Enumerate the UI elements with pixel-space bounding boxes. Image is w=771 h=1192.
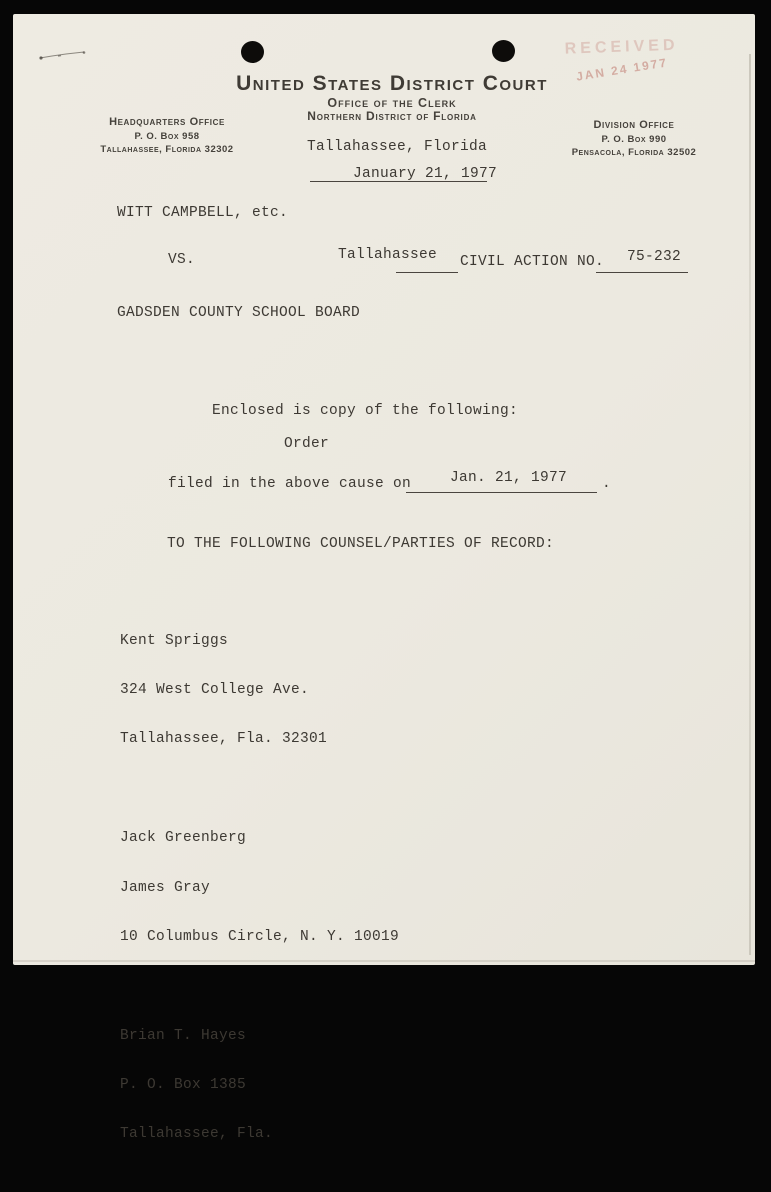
division-office-block — [524, 119, 744, 160]
recipient-line: Brian T. Hayes — [120, 1027, 247, 1044]
civil-action-label: CIVIL ACTION NO. — [460, 254, 605, 270]
recipient-list — [120, 600, 399, 1192]
case-number-underline — [596, 272, 688, 273]
recipient-spriggs — [120, 600, 399, 780]
date-underline — [310, 181, 487, 182]
received-stamp-text: RECEIVED — [564, 36, 679, 58]
pen-mark — [38, 48, 90, 62]
filed-line-period: . — [602, 476, 612, 492]
filed-line: filed in the above cause on — [168, 476, 412, 492]
letter-place: Tallahassee, Florida — [307, 139, 488, 155]
venue-underline — [396, 272, 458, 273]
division-office-title: Division Office — [593, 119, 675, 131]
recipient-line: Tallahassee, Fla. 32301 — [120, 731, 328, 748]
headquarters-office-block — [57, 116, 277, 157]
recipient-line: 324 West College Ave. — [120, 682, 310, 699]
court-title: United States District Court — [236, 72, 548, 95]
filed-date-underline — [406, 492, 597, 493]
venue-entry: Tallahassee — [338, 247, 438, 263]
document-page — [13, 14, 755, 1143]
case-number: 75-232 — [627, 249, 682, 265]
headquarters-office-title: Headquarters Office — [109, 116, 225, 128]
vs-label: VS. — [168, 252, 196, 268]
recipient-line: James Gray — [120, 879, 211, 896]
filed-date-entry: Jan. 21, 1977 — [450, 470, 568, 486]
received-stamp — [564, 35, 715, 84]
recipient-greenberg — [120, 797, 399, 977]
received-stamp-date: JAN 24 1977 — [575, 55, 669, 84]
headquarters-po-box: P. O. Box 958 — [134, 130, 200, 142]
punch-hole-left — [241, 41, 264, 63]
office-of-clerk: Office of the Clerk — [327, 96, 457, 110]
recipient-line: Kent Spriggs — [120, 632, 229, 649]
headquarters-city: Tallahassee, Florida 32302 — [100, 144, 234, 155]
document-type: Order — [284, 436, 330, 452]
district-line: Northern District of Florida — [307, 109, 477, 123]
punch-hole-right — [492, 40, 515, 62]
division-city: Pensacola, Florida 32502 — [571, 147, 697, 158]
recipient-line: 10 Columbus Circle, N. Y. 10019 — [120, 928, 400, 945]
recipient-line: Tallahassee, Fla. — [120, 1126, 274, 1143]
enclosed-line: Enclosed is copy of the following: — [212, 403, 519, 419]
recipient-hayes — [120, 995, 399, 1175]
recipient-line: P. O. Box 1385 — [120, 1076, 247, 1093]
plaintiff-name: WITT CAMPBELL, etc. — [117, 205, 289, 221]
to-counsel-heading: TO THE FOLLOWING COUNSEL/PARTIES OF RECORD: — [167, 536, 555, 552]
division-po-box: P. O. Box 990 — [601, 133, 667, 145]
letter-date: January 21, 1977 — [353, 166, 498, 182]
recipient-line: Jack Greenberg — [120, 830, 247, 847]
defendant-name: GADSDEN COUNTY SCHOOL BOARD — [117, 305, 361, 321]
